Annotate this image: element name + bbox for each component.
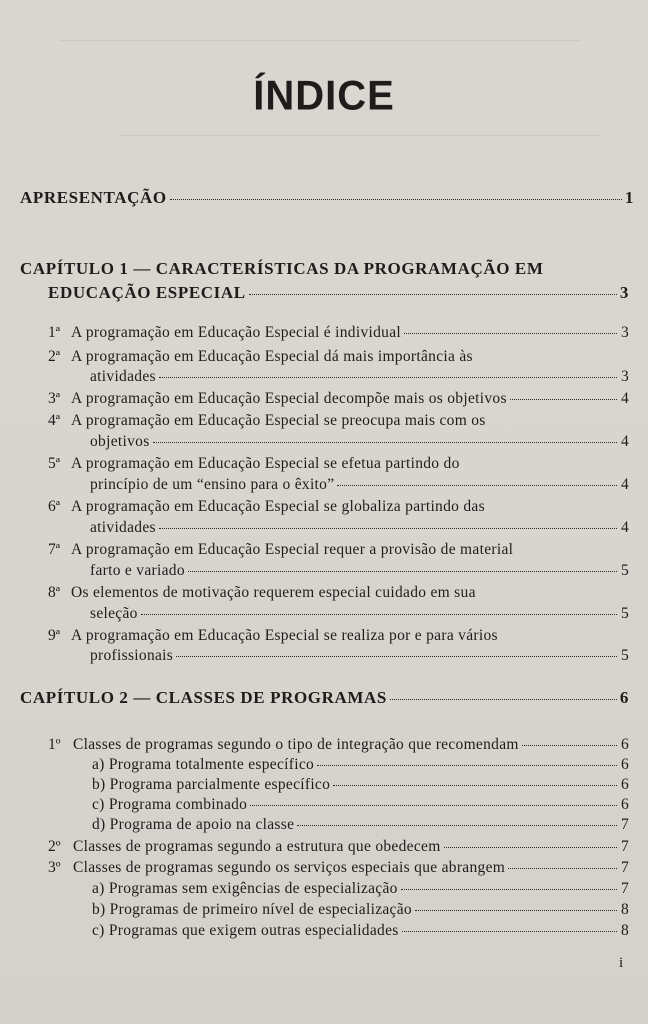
dot-leader	[250, 805, 617, 806]
toc-page-number: 7	[620, 880, 629, 897]
item-number: 4ª	[48, 412, 61, 429]
toc-entry-apresentacao[interactable]	[20, 188, 634, 208]
toc-entry-label-continued: profissionais	[90, 647, 174, 664]
toc-entry-subitem[interactable]	[92, 901, 629, 919]
toc-entry-label[interactable]: A programação em Educação Especial dá mais importância às	[71, 348, 473, 365]
toc-entry-label[interactable]: Os elementos de motivação requerem especial cuidado em sua	[71, 584, 476, 601]
toc-entry-label-continued: princípio de um “ensino para o êxito”	[90, 476, 335, 493]
dot-leader	[297, 825, 617, 826]
toc-entry-label: b) Programas de primeiro nível de especialização	[92, 901, 412, 918]
toc-page-number: 7	[620, 816, 629, 833]
dot-leader	[510, 399, 617, 400]
toc-page-number: 6	[620, 796, 629, 813]
toc-page-number: 3	[620, 368, 629, 385]
toc-page-number: 6	[620, 776, 629, 793]
dot-leader	[188, 571, 617, 572]
toc-entry-label-continued: objetivos	[90, 433, 150, 450]
chapter-1-heading[interactable]: CAPÍTULO 1 — CARACTERÍSTICAS DA PROGRAMAÇÃO EM	[20, 259, 544, 278]
toc-entry-chapter-2[interactable]	[20, 688, 629, 708]
item-number: 1º	[48, 736, 61, 753]
item-number: 8ª	[48, 584, 61, 601]
toc-entry-label-continued: seleção	[90, 605, 138, 622]
toc-page-number: 5	[620, 647, 629, 664]
toc-entry-subitem[interactable]	[92, 816, 629, 834]
toc-entry-label[interactable]: A programação em Educação Especial requer a provisão de material	[71, 541, 514, 558]
toc-page-number: 4	[620, 476, 629, 493]
toc-page-number: 4	[620, 519, 629, 536]
toc-page-number: 6	[620, 756, 629, 773]
toc-entry-label: A programação em Educação Especial é individual	[71, 324, 401, 341]
toc-entry-subitem[interactable]	[92, 796, 629, 814]
toc-page-number: 1	[624, 188, 634, 207]
toc-page-number: 5	[620, 605, 629, 622]
item-number: 3º	[48, 859, 61, 876]
toc-entry-label[interactable]: A programação em Educação Especial se globaliza partindo das	[71, 498, 485, 515]
dot-leader	[508, 868, 617, 869]
toc-entry-subitem[interactable]	[92, 880, 629, 898]
dot-leader	[249, 294, 617, 295]
toc-entry-label: c) Programas que exigem outras especialidades	[92, 922, 399, 939]
dot-leader	[170, 199, 622, 200]
dot-leader	[404, 333, 617, 334]
dot-leader	[176, 656, 617, 657]
toc-entry-chapter-1[interactable]	[48, 283, 629, 303]
item-number: 7ª	[48, 541, 61, 558]
toc-entry-label[interactable]: A programação em Educação Especial se efetua partindo do	[71, 455, 460, 472]
page-title: ÍNDICE	[253, 72, 395, 120]
toc-page-number: 4	[620, 433, 629, 450]
chapter-2-heading: CAPÍTULO 2 — CLASSES DE PROGRAMAS	[20, 688, 387, 707]
toc-page-number: 3	[620, 324, 629, 341]
dot-leader	[153, 442, 617, 443]
bleed-through-mark	[60, 40, 580, 55]
toc-page-number: 8	[620, 901, 629, 918]
dot-leader	[401, 889, 617, 890]
dot-leader	[159, 377, 617, 378]
toc-entry-item[interactable]	[90, 519, 629, 537]
dot-leader	[415, 910, 617, 911]
toc-entry-label: Classes de programas segundo a estrutura que obedecem	[73, 838, 441, 855]
item-number: 6ª	[48, 498, 61, 515]
toc-entry-item[interactable]	[73, 859, 629, 877]
toc-entry-label: Classes de programas segundo o tipo de integração que recomendam	[73, 736, 519, 753]
dot-leader	[333, 785, 617, 786]
toc-entry-item[interactable]	[90, 647, 629, 665]
toc-entry-label: d) Programa de apoio na classe	[92, 816, 295, 833]
dot-leader	[317, 765, 617, 766]
toc-entry-label[interactable]: A programação em Educação Especial se realiza por e para vários	[71, 627, 498, 644]
toc-entry-label-continued: atividades	[90, 368, 156, 385]
toc-entry-item[interactable]	[73, 736, 629, 754]
toc-page-number: 4	[620, 390, 629, 407]
toc-entry-item[interactable]	[90, 433, 629, 451]
toc-page-number: 5	[620, 562, 629, 579]
toc-entry-item[interactable]	[71, 390, 629, 408]
toc-entry-item[interactable]	[90, 476, 629, 494]
toc-page-number: 7	[620, 859, 629, 876]
bleed-through-mark	[120, 135, 600, 150]
toc-entry-item[interactable]	[90, 368, 629, 386]
item-number: 3ª	[48, 390, 61, 407]
toc-entry-subitem[interactable]	[92, 776, 629, 794]
toc-entry-label-continued: farto e variado	[90, 562, 185, 579]
dot-leader	[444, 847, 617, 848]
toc-entry-label: A programação em Educação Especial decompõe mais os objetivos	[71, 390, 507, 407]
toc-entry-item[interactable]	[73, 838, 629, 856]
toc-entry-subitem[interactable]	[92, 922, 629, 940]
toc-entry-label: a) Programas sem exigências de especialização	[92, 880, 398, 897]
item-number: 9ª	[48, 627, 61, 644]
toc-entry-label: APRESENTAÇÃO	[20, 188, 167, 207]
toc-page-number: 6	[620, 736, 629, 753]
item-number: 1ª	[48, 324, 61, 341]
page-folio: i	[619, 955, 624, 971]
dot-leader	[390, 699, 617, 700]
toc-entry-label: b) Programa parcialmente específico	[92, 776, 331, 793]
chapter-1-heading-continued: EDUCAÇÃO ESPECIAL	[48, 283, 246, 302]
toc-page-number: 8	[620, 922, 629, 939]
dot-leader	[337, 485, 617, 486]
item-number: 2º	[48, 838, 61, 855]
item-number: 2ª	[48, 348, 61, 365]
toc-entry-subitem[interactable]	[92, 756, 629, 774]
dot-leader	[141, 614, 617, 615]
toc-entry-label: c) Programa combinado	[92, 796, 248, 813]
toc-entry-item[interactable]	[71, 324, 629, 342]
item-number: 5ª	[48, 455, 61, 472]
dot-leader	[402, 931, 617, 932]
toc-page-number: 3	[619, 283, 629, 302]
dot-leader	[522, 745, 617, 746]
toc-entry-label-continued: atividades	[90, 519, 156, 536]
dot-leader	[159, 528, 617, 529]
toc-entry-label: a) Programa totalmente específico	[92, 756, 315, 773]
toc-entry-label[interactable]: A programação em Educação Especial se preocupa mais com os	[71, 412, 486, 429]
toc-entry-label: Classes de programas segundo os serviços especiais que abrangem	[73, 859, 506, 876]
toc-entry-item[interactable]	[90, 605, 629, 623]
toc-page-number: 7	[620, 838, 629, 855]
toc-entry-item[interactable]	[90, 562, 629, 580]
toc-page-number: 6	[619, 688, 629, 707]
